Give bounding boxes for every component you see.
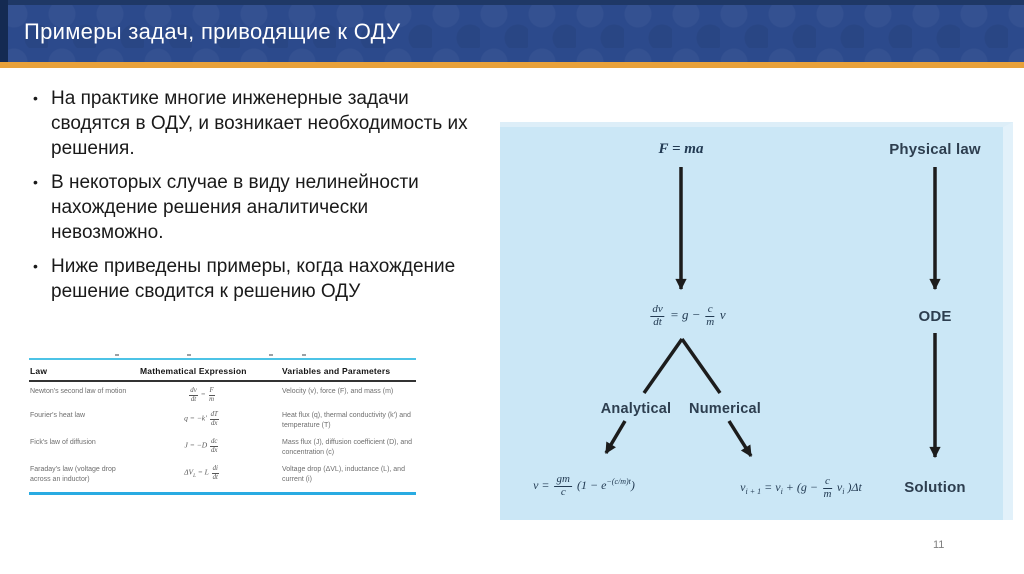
table-header-expression: Mathematical Expression	[140, 366, 247, 376]
bullet-line: сводятся в ОДУ, и возникает необходимость их	[51, 113, 468, 134]
expression-cell: $\Delta V_L = L$ $\frac{di}{dt}$	[184, 465, 218, 481]
fraction: $\frac{c}{m}$	[706, 303, 715, 328]
fraction: $\frac{dc}{dx}$	[211, 438, 218, 454]
header-left-accent	[0, 0, 8, 62]
page-title: Примеры задач, приводящие к ОДУ	[24, 19, 401, 44]
fraction: $\frac{gm}{c}$	[556, 473, 570, 498]
fraction: $\frac{dT}{dx}$	[210, 411, 218, 427]
laws-table	[29, 344, 416, 495]
table-row	[29, 382, 416, 406]
bullet-item	[30, 86, 500, 161]
table-bottom-rule	[29, 492, 416, 495]
analytical-label: Analytical	[600, 401, 672, 417]
law-cell: Faraday's law (voltage drop across an inductor)	[30, 466, 116, 483]
fraction: $\frac{c}{m}$	[823, 475, 832, 500]
table-row	[29, 433, 416, 460]
variables-cell: Mass flux (J), diffusion coefficient (D), and concentration (c)	[282, 439, 413, 456]
solution-label: Solution	[904, 479, 966, 496]
bullet-list	[30, 86, 500, 313]
analytical-solution-equation: v = $\frac{gm}{c}$ $(1 - e^{-(c/m)t})$	[533, 473, 635, 498]
law-cell: Fourier's heat law	[30, 412, 86, 419]
expression-cell: J = −D $\frac{dc}{dx}$	[184, 438, 218, 454]
bullet-line: решения.	[51, 138, 135, 159]
ode-equation: $\frac{dv}{dt}$ = g − $\frac{c}{m}$ v	[652, 303, 726, 328]
bullet-line: нахождение решения аналитически	[51, 197, 369, 218]
header-top-strip	[0, 0, 1024, 5]
branch-line-analytical	[644, 339, 682, 393]
table-header-row	[29, 360, 416, 380]
table-row	[29, 460, 416, 487]
slide-header	[0, 0, 1024, 62]
variables-cell: Heat flux (q), thermal conductivity (k′) and temperature (T)	[282, 412, 411, 429]
bullet-line: решение сводится к решению ОДУ	[51, 281, 361, 302]
bullet-item	[30, 170, 500, 245]
fraction: $\frac{di}{dt}$	[212, 465, 218, 481]
law-cell: Newton's second law of motion	[30, 388, 127, 395]
branch-line-numerical	[682, 339, 720, 393]
expression-cell: q = −k′ $\frac{dT}{dx}$	[184, 411, 218, 427]
fraction: $\frac{dv}{dt}$	[190, 387, 197, 403]
arrow-analytical-to-solution	[606, 421, 625, 453]
fraction: $\frac{dv}{dt}$	[652, 303, 663, 328]
variables-cell: Voltage drop (ΔVL), inductance (L), and current (i)	[282, 466, 405, 483]
bullet-line: • В некоторых случае в виду нелинейности	[51, 172, 419, 193]
table-row	[29, 406, 416, 433]
table-header-variables: Variables and Parameters	[282, 366, 391, 376]
newton-law-equation: F = ma	[658, 141, 704, 157]
numerical-solution-equation: $v_{i + 1} = v_i + (g$ − $\frac{c}{m}$ $v_i$ )Δt	[740, 475, 862, 500]
arrow-numerical-to-solution	[729, 421, 751, 456]
table-caption-remnant	[29, 344, 416, 358]
bullet-line: невозможно.	[51, 222, 164, 243]
law-cell: Fick's law of diffusion	[30, 439, 96, 446]
numerical-label: Numerical	[689, 401, 761, 417]
expression-cell: $\frac{dv}{dt}$ = $\frac{F}{m}$	[190, 387, 215, 403]
header-gold-divider	[0, 62, 1024, 68]
table-header-law: Law	[30, 366, 48, 376]
fraction: $\frac{F}{m}$	[209, 387, 215, 403]
physical-law-label: Physical law	[889, 141, 981, 158]
bullet-line: • На практике многие инженерные задачи	[51, 88, 409, 109]
page-number: 11	[933, 539, 945, 551]
variables-cell: Velocity (v), force (F), and mass (m)	[282, 388, 394, 395]
ode-label: ODE	[918, 308, 952, 325]
ode-flow-diagram	[500, 122, 1013, 520]
bullet-line: • Ниже приведены примеры, когда нахождение	[51, 256, 456, 277]
bullet-item	[30, 254, 500, 304]
